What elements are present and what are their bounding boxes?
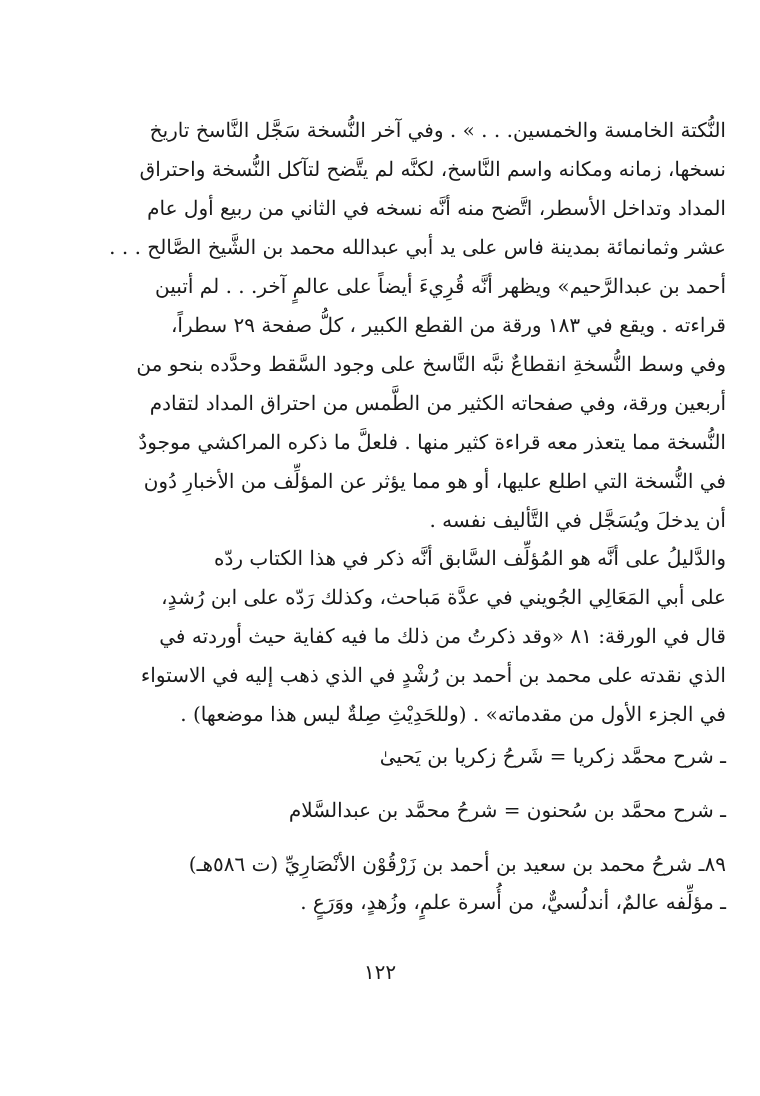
entry-heading: ٨٩ـ شرحُ محمد بن سعيد بن أحمد بن زَرْقُوْن الأنْصَارِيِّ (ت ٥٨٦هـ) <box>188 852 726 876</box>
cross-reference-list <box>96 0 726 1096</box>
paragraph-1-line: عشر وثمانمائة بمدينة فاس على يد أبي عبدالله محمد بن الشَّيخ الصَّالح . . . <box>109 235 726 259</box>
list-item: ـ شرح محمَّد زكريا = شَرحُ زكريا بن يَحيىٰ <box>379 744 726 768</box>
paragraph-1-line: أحمد بن عبدالرَّحيم» ويظهر أنَّه قُرِيءَ أيضاً على عالمٍ آخر. . . لم أتبين <box>155 274 726 298</box>
paragraph-1-line: أربعين ورقة، وفي صفحاته الكثير من الطَّمس من احتراق المداد لتقادم <box>149 391 726 415</box>
paragraph-1-line: قراءته . ويقع في ١٨٣ ورقة من القطع الكبير ، كلُّ صفحة ٢٩ سطراً، <box>170 313 726 337</box>
list-item: ـ شرح محمَّد بن سُحنون = شرحُ محمَّد بن عبدالسَّلام <box>288 798 726 822</box>
paragraph-2-line: على أبي المَعَالِي الجُويني في عدَّة مَباحث، وكذلك رَدّه على ابن رُشدٍ، <box>161 585 726 609</box>
paragraph-1-line: النُّكتة الخامسة والخمسين. . . » . وفي آخر النُّسخة سَجَّل النَّاسخ تاريخ <box>149 118 726 142</box>
paragraph-1-line: المداد وتداخل الأسطر، اتَّضح منه أنَّه نسخه في الثاني من ربيع أول عام <box>147 196 726 220</box>
paragraph-1-line: وفي وسط النُّسخةِ انقطاعٌ نبَّه النَّاسخ على وجود السَّقط وحدَّده بنحو من <box>136 352 726 376</box>
paragraph-1-line: نسخها، زمانه ومكانه واسم النَّاسخ، لكنَّه لم يتَّضح لتآكل النُّسخة واحتراق <box>139 157 726 181</box>
paragraph-2-line: والدَّليلُ على أنَّه هو المُؤلِّف السَّابق أنَّه ذكر في هذا الكتاب ردّه <box>214 546 726 570</box>
paragraph-2-line: في الجزء الأول من مقدماته» . (وللحَدِيْثِ صِلةٌ ليس هذا موضعها) . <box>180 702 726 726</box>
paragraph-2-line: الذي نقدته على محمد بن أحمد بن رُشْدٍ في الذي ذهب إليه في الاستواء <box>140 663 726 687</box>
paragraph-1-line: في النُّسخة التي اطلع عليها، أو هو مما يؤثر عن المؤلِّف من الأخبارِ دُون <box>143 469 726 493</box>
paragraph-1-line: أن يدخلَ ويُسَجَّل في التَّأليف نفسه . <box>429 508 726 532</box>
page-number: ١٢٢ <box>363 960 397 984</box>
paragraph-2-line: قال في الورقة: ٨١ «وقد ذكرتُ من ذلك ما فيه كفاية حيث أوردته في <box>159 624 726 648</box>
paragraph-1-line: النُّسخة مما يتعذر معه قراءة كثير منها . فلعلَّ ما ذكره المراكشي موجودٌ <box>138 430 726 454</box>
entry-line: ـ مؤلِّفه عالمٌ، أندلُسيٌّ، من أُسرة علمٍ، وزُهدٍ، ووَرَعٍ . <box>300 890 726 914</box>
